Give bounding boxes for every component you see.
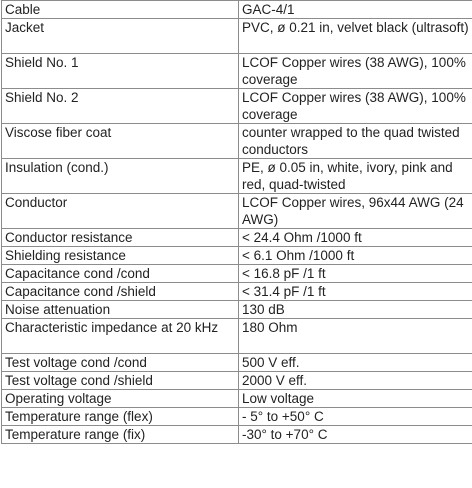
value-cell: GAC-4/1	[239, 1, 472, 19]
table-row	[2, 194, 472, 229]
table-row	[2, 390, 472, 408]
cable-spec-table	[1, 0, 472, 444]
value-cell: 500 V eff.	[239, 354, 472, 372]
property-cell: Characteristic impedance at 20 kHz	[2, 319, 239, 354]
property-cell: Conductor resistance	[2, 229, 239, 247]
property-cell: Noise attenuation	[2, 301, 239, 319]
table-row	[2, 408, 472, 426]
table-row	[2, 54, 472, 89]
table-row	[2, 19, 472, 54]
table-row	[2, 1, 472, 19]
table-row	[2, 426, 472, 444]
property-cell: Viscose fiber coat	[2, 124, 239, 159]
value-cell: 180 Ohm	[239, 319, 472, 354]
value-cell: < 31.4 pF /1 ft	[239, 283, 472, 301]
property-cell: Test voltage cond /cond	[2, 354, 239, 372]
property-cell: Shielding resistance	[2, 247, 239, 265]
value-cell: < 6.1 Ohm /1000 ft	[239, 247, 472, 265]
table-row	[2, 319, 472, 354]
table-row	[2, 301, 472, 319]
table-row	[2, 372, 472, 390]
value-cell: 130 dB	[239, 301, 472, 319]
property-cell: Test voltage cond /shield	[2, 372, 239, 390]
value-cell: LCOF Copper wires, 96x44 AWG (24 AWG)	[239, 194, 472, 229]
table-row	[2, 159, 472, 194]
property-cell: Operating voltage	[2, 390, 239, 408]
property-cell: Shield No. 1	[2, 54, 239, 89]
table-row	[2, 124, 472, 159]
table-row	[2, 229, 472, 247]
value-cell: LCOF Copper wires (38 AWG), 100% coverage	[239, 89, 472, 124]
table-row	[2, 247, 472, 265]
property-cell: Temperature range (flex)	[2, 408, 239, 426]
property-cell: Cable	[2, 1, 239, 19]
property-cell: Capacitance cond /shield	[2, 283, 239, 301]
value-cell: LCOF Copper wires (38 AWG), 100% coverage	[239, 54, 472, 89]
table-row	[2, 265, 472, 283]
value-cell: < 16.8 pF /1 ft	[239, 265, 472, 283]
table-row	[2, 354, 472, 372]
table-row	[2, 283, 472, 301]
property-cell: Temperature range (fix)	[2, 426, 239, 444]
property-cell: Shield No. 2	[2, 89, 239, 124]
value-cell: PE, ø 0.05 in, white, ivory, pink and red, quad-twisted	[239, 159, 472, 194]
property-cell: Jacket	[2, 19, 239, 54]
value-cell: counter wrapped to the quad twisted conductors	[239, 124, 472, 159]
value-cell: -30° to +70° C	[239, 426, 472, 444]
property-cell: Insulation (cond.)	[2, 159, 239, 194]
table-row	[2, 89, 472, 124]
property-cell: Capacitance cond /cond	[2, 265, 239, 283]
value-cell: 2000 V eff.	[239, 372, 472, 390]
value-cell: < 24.4 Ohm /1000 ft	[239, 229, 472, 247]
property-cell: Conductor	[2, 194, 239, 229]
value-cell: PVC, ø 0.21 in, velvet black (ultrasoft)	[239, 19, 472, 54]
value-cell: Low voltage	[239, 390, 472, 408]
value-cell: - 5° to +50° C	[239, 408, 472, 426]
